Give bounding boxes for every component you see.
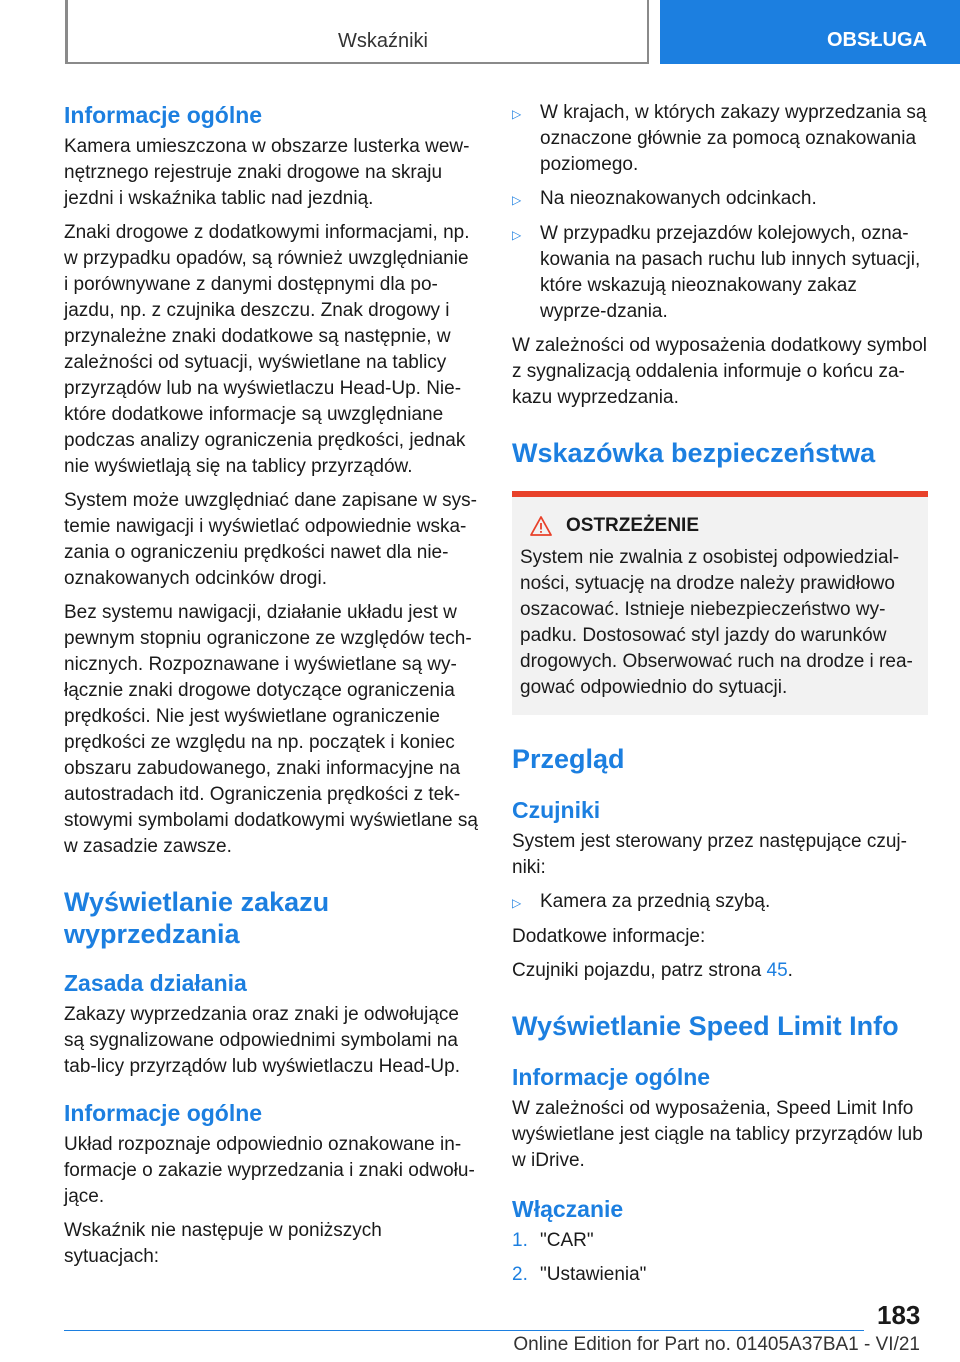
- paragraph: Wskaźnik nie następuje w poniższych sytuacjach:: [64, 1220, 382, 1267]
- header-section-title: Wskaźniki: [337, 30, 428, 52]
- paragraph: W zależności od wyposażenia dodatkowy symbol z sygnalizacją oddalenia informuje o końcu za-kazu wyprzedzania.: [512, 335, 928, 408]
- triangle-bullet-icon: ▷: [512, 107, 522, 121]
- warning-text: System nie zwalnia z osobistej odpowiedzial-ności, sytuację na drodze należy prawidłowo oszacować. Istnieje niebezpieczeństwo wy-padku. Dostosować styl jazdy do warunków drogowych. Obserwować ruch na drodze i rea-gować odpowiednio do sytuacji.: [520, 547, 913, 698]
- paragraph: Znaki drogowe z dodatkowymi informacjami, np. w przypadku opadów, są również uwzględnianie i porównywane z danymi dostępnymi dla po-jazdu, np. z czujnika deszczu. Znak drogowy i przynależne znaki dodatkowe są następnie, w zależności od sytuacji, wyświetlane na tablicy przyrządów lub na wyświetlaczu Head-Up. Nie-które dodatkowe informacje są uwzględniane podczas analizy ograniczenia prędkości, jednak nie wyświetlają się na tablicy przyrządów.: [64, 222, 470, 477]
- heading-safety-note: Wskazówka bezpieczeństwa: [512, 438, 876, 468]
- left-column: [64, 100, 478, 1278]
- paragraph: W zależności od wyposażenia, Speed Limit Info wyświetlane jest ciągle na tablicy przyrządów lub w iDrive.: [512, 1098, 923, 1171]
- paragraph: System jest sterowany przez następujące czuj-niki:: [512, 831, 907, 878]
- paragraph: Dodatkowe informacje:: [512, 926, 706, 947]
- list-item-text: Kamera za przednią szybą.: [540, 891, 771, 912]
- cross-reference-text: Czujniki pojazdu, patrz strona: [512, 960, 767, 981]
- heading-overtaking-display: Wyświetlanie zakazu wyprzedzania: [64, 887, 330, 949]
- heading-overview: Przegląd: [512, 744, 625, 774]
- page-link[interactable]: 45: [766, 960, 788, 981]
- heading-general-info-3: Informacje ogólne: [512, 1064, 711, 1090]
- warning-triangle-icon: [530, 516, 552, 536]
- list-item-text: Na nieoznakowanych odcinkach.: [540, 188, 817, 209]
- header-chapter-label: OBSŁUGA: [827, 28, 927, 51]
- list-item-text: W krajach, w których zakazy wyprzedzania są oznaczone głównie za pomocą oznakowania poziomego.: [540, 102, 927, 175]
- paragraph: Zakazy wyprzedzania oraz znaki je odwołujące są sygnalizowane odpowiednimi symbolami na tab-licy przyrządów lub wyświetlaczu Head-Up.: [64, 1004, 460, 1077]
- list-item: [512, 186, 928, 213]
- cross-reference-end: .: [787, 960, 793, 981]
- triangle-bullet-icon: ▷: [512, 228, 522, 242]
- header-separator: [647, 0, 649, 64]
- heading-principle: Zasada działania: [64, 970, 247, 996]
- page-number: 183: [877, 1300, 921, 1330]
- step-text: "Ustawienia": [540, 1264, 647, 1285]
- warning-header: [520, 515, 920, 537]
- step-item: [512, 1228, 928, 1254]
- step-number: 1.: [512, 1230, 528, 1251]
- cross-reference: [512, 958, 928, 984]
- header-bottom-rule: [65, 62, 649, 64]
- heading-enable: Włączanie: [512, 1196, 624, 1222]
- list-item: [512, 100, 928, 178]
- list-item: [512, 221, 928, 325]
- triangle-bullet-icon: ▷: [512, 193, 522, 207]
- paragraph: Układ rozpoznaje odpowiednio oznakowane in-formacje o zakazie wyprzedzania i znaki odwołu-jące.: [64, 1134, 475, 1207]
- header-left-rule: [65, 0, 68, 64]
- warning-box: [512, 491, 928, 715]
- step-number: 2.: [512, 1264, 528, 1285]
- paragraph: Kamera umieszczona w obszarze lusterka wew-nętrznego rejestruje znaki drogowe na skraju jezdni i wskaźnika tablic nad jezdnią.: [64, 136, 470, 209]
- paragraph: Bez systemu nawigacji, działanie układu jest w pewnym stopniu ograniczone ze względów tech-nicznych. Rozpoznawane i wyświetlane są wy-łącznie znaki drogowe dotyczące ograniczenia prędkości. Nie jest wyświetlane ograniczenie prędkości ze względu na np. początek i koniec obszaru zabudowanego, znaki informacyjne na autostradach itd. Ograniczenia prędkości z tek-stowymi symbolami dodatkowymi wyświetlane są w zasadzie zawsze.: [64, 602, 478, 857]
- header-chapter-tab[interactable]: [660, 0, 960, 64]
- triangle-bullet-icon: ▷: [512, 896, 522, 910]
- right-column: [512, 100, 928, 1296]
- warning-title: OSTRZEŻENIE: [566, 515, 700, 536]
- list-item: [512, 889, 928, 916]
- list-item-text: W przypadku przejazdów kolejowych, ozna-kowania na pasach ruchu lub innych sytuacji, które wskazują nieoznakowany zakaz wyprze-dzania.: [540, 223, 921, 322]
- footer-edition: Online Edition for Part no. 01405A37BA1 - VI/21: [513, 1334, 920, 1355]
- step-item: [512, 1262, 928, 1288]
- step-text: "CAR": [540, 1230, 594, 1251]
- heading-general-info-2: Informacje ogólne: [64, 1100, 263, 1126]
- heading-speed-limit-info: Wyświetlanie Speed Limit Info: [512, 1011, 899, 1041]
- paragraph: System może uwzględniać dane zapisane w sys-temie nawigacji i wyświetlać odpowiednie wska-zania o ograniczeniu prędkości nawet dla nie-oznakowanych odcinków drogi.: [64, 490, 477, 589]
- footer-rule: [64, 1330, 864, 1331]
- heading-general-info-1: Informacje ogólne: [64, 102, 263, 128]
- heading-sensors: Czujniki: [512, 797, 601, 823]
